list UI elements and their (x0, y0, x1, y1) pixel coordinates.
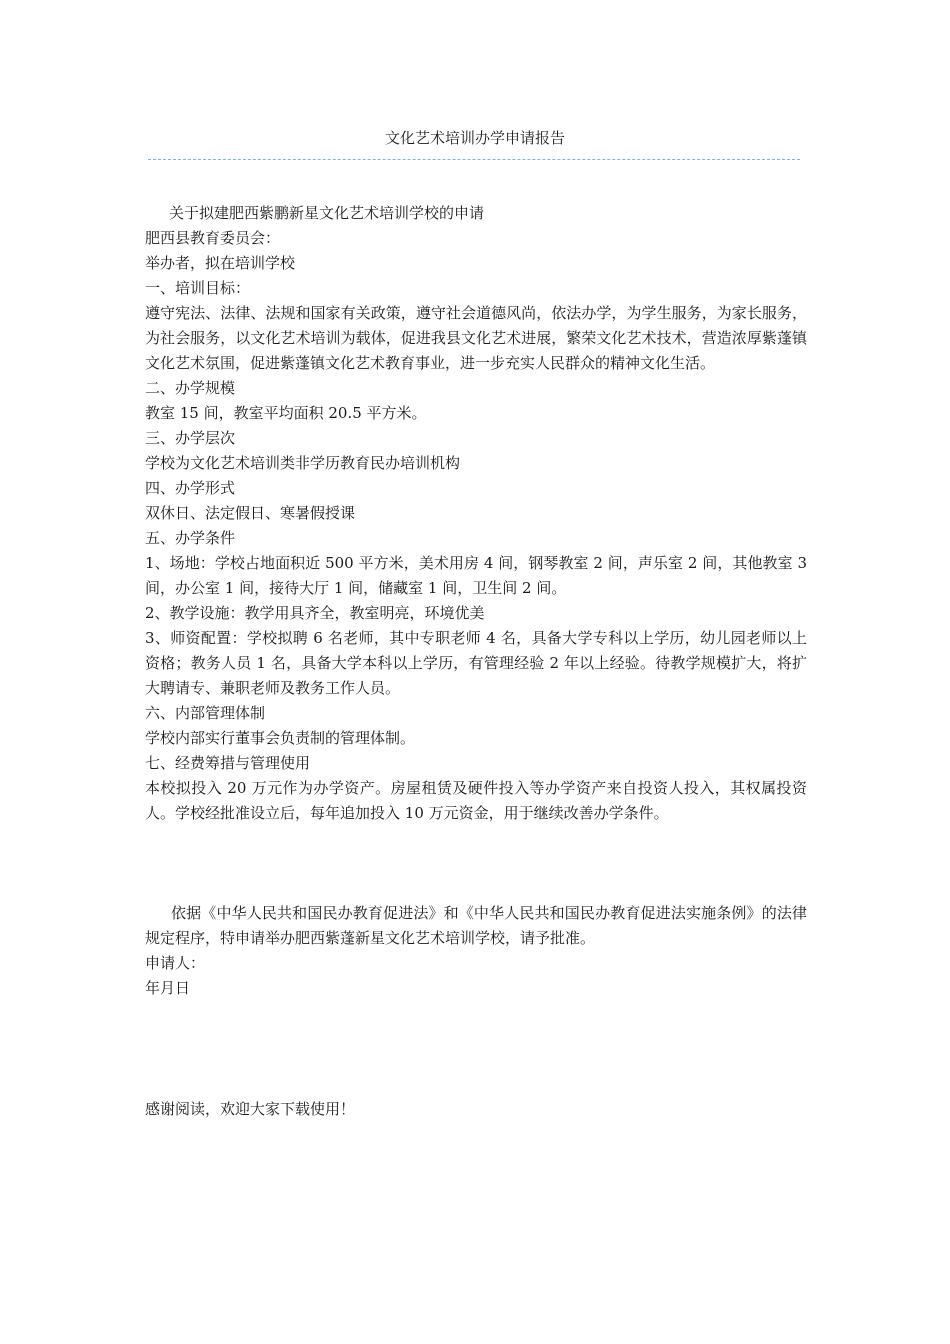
document-addressee: 肥西县教育委员会： (145, 229, 281, 247)
section-heading: 三、办学层次 (145, 429, 236, 447)
section-heading: 二、办学规模 (145, 379, 236, 397)
section-paragraph: 1、场地：学校占地面积近 500 平方米，美术用房 4 间，钢琴教室 2 间，声乐室 2 间，其他教室 3 间，办公室 1 间，接待大厅 1 间，储藏室 1 间，卫生间 2 间。 (145, 554, 807, 597)
title-dashed-rule (148, 159, 800, 160)
applicant-label: 申请人： (145, 954, 206, 972)
document-title: 文化艺术培训办学申请报告 (384, 129, 565, 147)
document-body (145, 201, 807, 1001)
closing-note: 感谢阅读，欢迎大家下载使用！ (145, 1100, 356, 1118)
section-heading: 七、经费筹措与管理使用 (145, 754, 311, 772)
section-paragraph: 双休日、法定假日、寒暑假授课 (145, 504, 356, 522)
document-intro: 举办者，拟在培训学校 (145, 254, 296, 272)
section-paragraph: 学校为文化艺术培训类非学历教育民办培训机构 (145, 454, 461, 472)
section-paragraph: 本校拟投入 20 万元作为办学资产。房屋租赁及硬件投入等办学资产来自投资人投入，其权属投资人。学校经批准设立后，每年追加投入 10 万元资金，用于继续改善办学条件。 (145, 779, 807, 822)
section-paragraph: 学校内部实行董事会负责制的管理体制。 (145, 729, 416, 747)
section-paragraph: 2、教学设施：教学用具齐全，教室明亮，环境优美 (145, 604, 485, 622)
section-heading: 五、办学条件 (145, 529, 236, 547)
section-paragraph: 3、师资配置：学校拟聘 6 名老师，其中专职老师 4 名，具备大学专科以上学历，幼儿园老师以上资格；教务人员 1 名，具备大学本科以上学历，有管理经验 2 年以上经验。待教学规模扩大，将扩大聘请专、兼职老师及教务工作人员。 (145, 629, 807, 697)
section-heading: 一、培训目标： (145, 279, 251, 297)
section-paragraph: 遵守宪法、法律、法规和国家有关政策，遵守社会道德风尚，依法办学，为学生服务，为家长服务，为社会服务，以文化艺术培训为载体，促进我县文化艺术进展，繁荣文化艺术技术，营造浓厚紫蓬镇文化艺术氛围，促进紫蓬镇文化艺术教育事业，进一步充实人民群众的精神文化生活。 (145, 304, 807, 372)
request-paragraph: 依据《中华人民共和国民办教育促进法》和《中华人民共和国民办教育促进法实施条例》的法律规定程序，特申请举办肥西紫蓬新星文化艺术培训学校，请予批准。 (145, 904, 807, 947)
section-heading: 六、内部管理体制 (145, 704, 266, 722)
date-label: 年月日 (145, 979, 191, 997)
blank-spacer (145, 826, 807, 901)
section-paragraph: 教室 15 间，教室平均面积 20.5 平方米。 (145, 404, 427, 422)
document-subject: 关于拟建肥西紫鹏新星文化艺术培训学校的申请 (169, 204, 485, 222)
section-heading: 四、办学形式 (145, 479, 236, 497)
